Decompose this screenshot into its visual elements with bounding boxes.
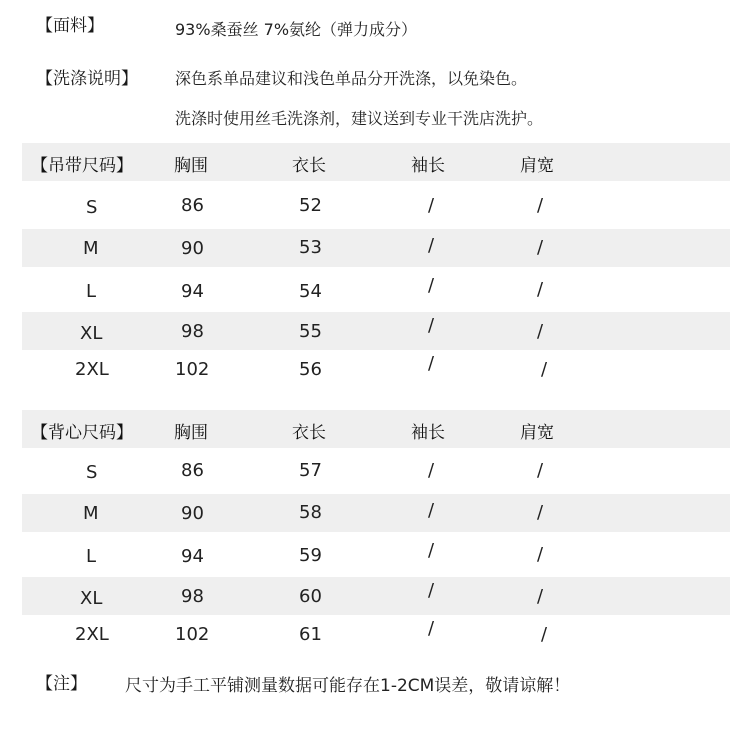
table-title: 【吊带尺码】 — [31, 156, 133, 176]
cell-sleeve: / — [428, 500, 435, 521]
cell-sleeve: / — [428, 195, 435, 216]
cell-chest: 98 — [181, 321, 204, 342]
cell-size: XL — [80, 588, 103, 609]
header-sleeve: 袖长 — [411, 156, 445, 176]
cell-shoulder: / — [537, 321, 544, 342]
cell-sleeve: / — [428, 540, 435, 561]
header-length: 衣长 — [292, 156, 326, 176]
cell-shoulder: / — [537, 237, 544, 258]
cell-size: S — [86, 462, 98, 483]
cell-length: 56 — [299, 359, 322, 380]
cell-sleeve: / — [428, 275, 435, 296]
cell-size: 2XL — [75, 359, 109, 380]
cell-chest: 90 — [181, 503, 204, 524]
cell-chest: 98 — [181, 586, 204, 607]
cell-size: L — [86, 281, 97, 302]
cell-shoulder: / — [537, 502, 544, 523]
cell-sleeve: / — [428, 580, 435, 601]
cell-length: 53 — [299, 237, 322, 258]
cell-length: 60 — [299, 586, 322, 607]
cell-size: M — [83, 503, 99, 524]
cell-shoulder: / — [537, 460, 544, 481]
header-length: 衣长 — [292, 423, 326, 443]
cell-sleeve: / — [428, 460, 435, 481]
table-row-band — [22, 229, 730, 267]
cell-length: 61 — [299, 624, 322, 645]
cell-size: L — [86, 546, 97, 567]
cell-size: 2XL — [75, 624, 109, 645]
cell-sleeve: / — [428, 618, 435, 639]
cell-sleeve: / — [428, 353, 435, 374]
cell-chest: 86 — [181, 195, 204, 216]
cell-chest: 102 — [175, 624, 210, 645]
cell-size: M — [83, 238, 99, 259]
washing-line-1: 深色系单品建议和浅色单品分开洗涤，以免染色。 — [175, 69, 528, 88]
header-chest: 胸围 — [174, 156, 208, 176]
cell-shoulder: / — [537, 279, 544, 300]
header-shoulder: 肩宽 — [520, 423, 554, 443]
cell-shoulder: / — [541, 359, 548, 380]
fabric-label: 【面料】 — [36, 16, 104, 36]
cell-length: 57 — [299, 460, 322, 481]
cell-chest: 90 — [181, 238, 204, 259]
header-sleeve: 袖长 — [411, 423, 445, 443]
cell-length: 54 — [299, 281, 322, 302]
header-chest: 胸围 — [174, 423, 208, 443]
cell-chest: 102 — [175, 359, 210, 380]
cell-length: 55 — [299, 321, 322, 342]
note-label: 【注】 — [36, 674, 87, 694]
note-text: 尺寸为手工平铺测量数据可能存在1-2CM误差，敬请谅解！ — [125, 676, 571, 696]
table-row-band — [22, 577, 730, 615]
header-shoulder: 肩宽 — [520, 156, 554, 176]
cell-shoulder: / — [541, 624, 548, 645]
cell-sleeve: / — [428, 315, 435, 336]
cell-size: S — [86, 197, 98, 218]
cell-chest: 94 — [181, 281, 204, 302]
table-row-band — [22, 312, 730, 350]
washing-label: 【洗涤说明】 — [36, 69, 138, 89]
cell-length: 52 — [299, 195, 322, 216]
cell-chest: 86 — [181, 460, 204, 481]
cell-shoulder: / — [537, 544, 544, 565]
cell-shoulder: / — [537, 195, 544, 216]
cell-size: XL — [80, 323, 103, 344]
washing-line-2: 洗涤时使用丝毛洗涤剂，建议送到专业干洗店洗护。 — [175, 109, 544, 128]
cell-shoulder: / — [537, 586, 544, 607]
cell-length: 59 — [299, 545, 322, 566]
table-row-band — [22, 494, 730, 532]
fabric-value: 93%桑蚕丝 7%氨纶（弹力成分） — [175, 20, 418, 39]
cell-length: 58 — [299, 502, 322, 523]
table-title: 【背心尺码】 — [31, 423, 133, 443]
cell-sleeve: / — [428, 235, 435, 256]
cell-chest: 94 — [181, 546, 204, 567]
